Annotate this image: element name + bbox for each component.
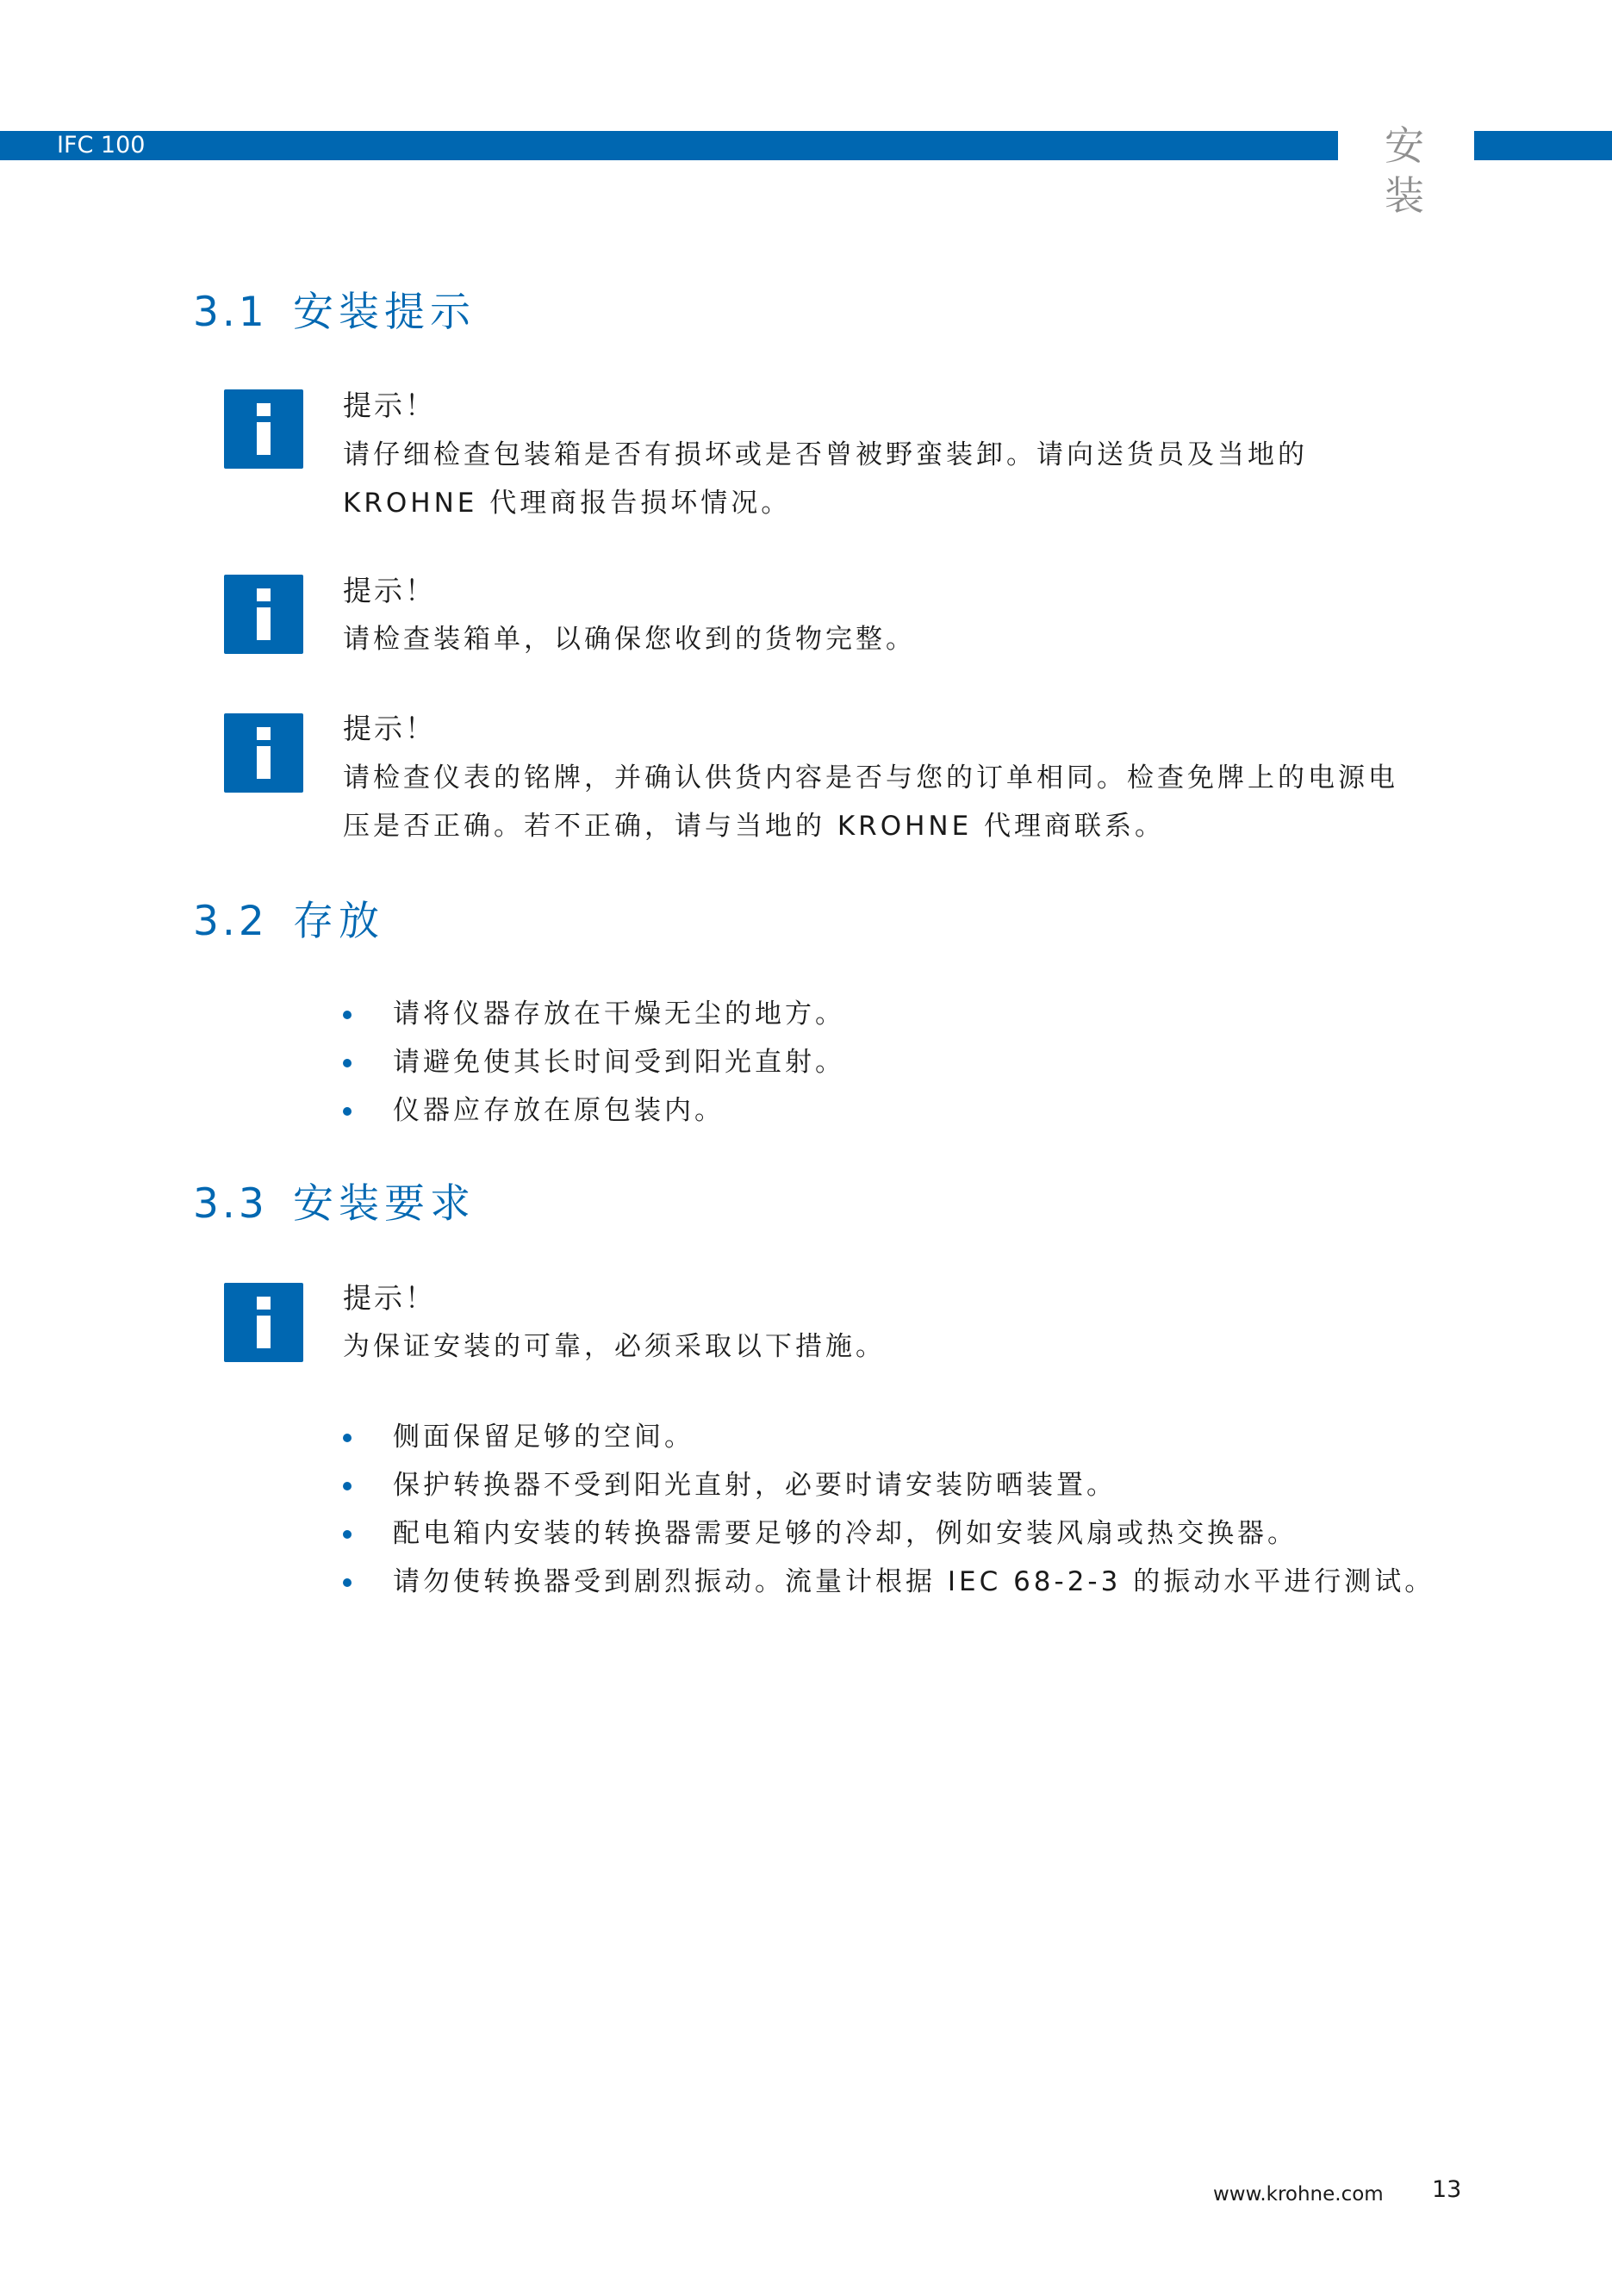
- page-number: 13: [1432, 2176, 1462, 2203]
- bullet-icon: [343, 1578, 352, 1587]
- section-heading-3-1: [193, 287, 476, 339]
- bullet-icon: [343, 1434, 352, 1442]
- note-label: 提示！: [343, 389, 436, 422]
- list-item-text: 仪器应存放在原包装内。: [393, 1095, 725, 1126]
- list-item-text: 请避免使其长时间受到阳光直射。: [393, 1047, 845, 1078]
- section-title: 安装要求: [293, 1180, 476, 1228]
- section-number: 3.1: [193, 289, 268, 336]
- list-item-text: 请勿使转换器受到剧烈振动。流量计根据 IEC 68-2-3 的振动水平进行测试。: [393, 1566, 1435, 1597]
- note-text-line: 请检查装箱单，以确保您收到的货物完整。: [343, 624, 916, 655]
- bullet-icon: [343, 1482, 352, 1490]
- section-heading-3-3: [193, 1179, 476, 1230]
- bullet-icon: [343, 1530, 352, 1539]
- bullet-icon: [343, 1107, 352, 1116]
- note-text-line: 压是否正确。若不正确，请与当地的 KROHNE 代理商联系。: [343, 811, 1166, 842]
- header-product-name: IFC 100: [57, 132, 146, 159]
- info-icon: [224, 389, 303, 469]
- section-heading-3-2: [193, 896, 384, 948]
- note-text-line: 请仔细检查包装箱是否有损坏或是否曾被野蛮装卸。请向送货员及当地的: [343, 439, 1308, 470]
- section-title: 存放: [293, 898, 384, 945]
- note-label: 提示！: [343, 1281, 436, 1315]
- list-item-text: 保护转换器不受到阳光直射，必要时请安装防晒装置。: [393, 1470, 1117, 1501]
- info-icon: [224, 575, 303, 654]
- note-text-line: 请检查仪表的铭牌，并确认供货内容是否与您的订单相同。检查免牌上的电源电: [343, 762, 1398, 793]
- bullet-icon: [343, 1011, 352, 1019]
- info-icon: [224, 713, 303, 793]
- info-icon: [224, 1283, 303, 1362]
- header-chapter-title: 安 装: [1385, 122, 1440, 219]
- list-item-text: 请将仪器存放在干燥无尘的地方。: [393, 999, 845, 1030]
- note-label: 提示！: [343, 574, 436, 607]
- note-text-line: KROHNE 代理商报告损坏情况。: [343, 488, 792, 519]
- note-text-line: 为保证安装的可靠，必须采取以下措施。: [343, 1331, 886, 1362]
- section-number: 3.3: [193, 1180, 268, 1228]
- bullet-icon: [343, 1059, 352, 1067]
- section-title: 安装提示: [293, 289, 476, 336]
- list-item-text: 侧面保留足够的空间。: [393, 1422, 694, 1453]
- footer-url: www.krohne.com: [1213, 2183, 1384, 2206]
- section-number: 3.2: [193, 898, 268, 945]
- note-label: 提示！: [343, 712, 436, 745]
- list-item-text: 配电箱内安装的转换器需要足够的冷却，例如安装风扇或热交换器。: [393, 1518, 1298, 1549]
